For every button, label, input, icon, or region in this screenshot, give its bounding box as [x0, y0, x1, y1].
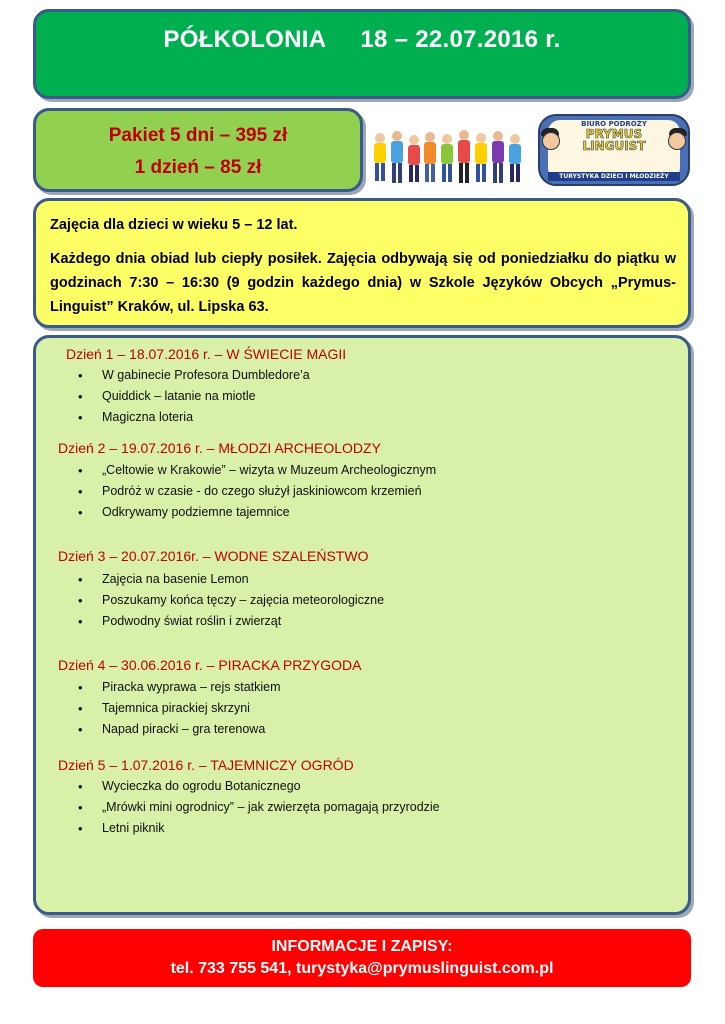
info-box	[33, 198, 691, 328]
list-item: • Wycieczka do ogrodu Botanicznego	[66, 776, 440, 797]
list-item: • „Celtowie w Krakowie” – wizyta w Muzeum Archeologicznym	[66, 460, 436, 481]
day-3-list	[66, 569, 384, 632]
logo-brand-name: PRYMUS LINGUIST	[582, 127, 646, 153]
contact-heading: INFORMACJE I ZAPISY:	[271, 938, 453, 955]
day-2-list	[66, 460, 436, 523]
price-box	[33, 108, 363, 192]
price-package: Pakiet 5 dni – 395 zł	[108, 125, 288, 146]
day-1-title: Dzień 1 – 18.07.2016 r. – W ŚWIECIE MAGII	[66, 346, 347, 362]
list-item: • Zajęcia na basenie Lemon	[66, 569, 384, 590]
day-5-title: Dzień 5 – 1.07.2016 r. – TAJEMNICZY OGRÓD	[58, 757, 354, 773]
list-item: • Tajemnica pirackiej skrzyni	[66, 698, 281, 719]
list-item: • Poszukamy końca tęczy – zajęcia meteorologiczne	[66, 590, 384, 611]
list-item: • Podwodny świat roślin i zwierząt	[66, 611, 384, 632]
day-2-title: Dzień 2 – 19.07.2016 r. – MŁODZI ARCHEOLODZY	[58, 440, 381, 456]
contact-footer	[33, 929, 691, 987]
prymus-linguist-logo	[538, 114, 690, 186]
list-item: • „Mrówki mini ogrodnicy” – jak zwierzęta pomagają przyrodzie	[66, 797, 440, 818]
list-item: • Magiczna loteria	[66, 407, 310, 428]
list-item: • Piracka wyprawa – rejs statkiem	[66, 677, 281, 698]
logo-agency-label: BIURO PODRÓŻY	[581, 120, 647, 128]
day-4-title: Dzień 4 – 30.06.2016 r. – PIRACKA PRZYGODA	[58, 657, 362, 673]
list-item: • Napad piracki – gra terenowa	[66, 719, 281, 740]
logo-tagline: TURYSTYKA DZIECI I MŁODZIEŻY	[548, 172, 680, 181]
price-single-day: 1 dzień – 85 zł	[134, 157, 262, 178]
list-item: • Letni piknik	[66, 818, 440, 839]
age-info: Zajęcia dla dzieci w wieku 5 – 12 lat.	[50, 217, 298, 233]
list-item: • Podróż w czasie - do czego służył jaskiniowcom krzemień	[66, 481, 436, 502]
children-photo	[370, 128, 530, 186]
page-title: PÓŁKOLONIA 18 – 22.07.2016 r.	[163, 26, 561, 53]
header-banner	[33, 9, 691, 99]
day-3-title: Dzień 3 – 20.07.2016r. – WODNE SZALEŃSTWO	[58, 548, 369, 564]
day-1-list	[66, 365, 310, 428]
day-4-list	[66, 677, 281, 740]
list-item: • W gabinecie Profesora Dumbledore’a	[66, 365, 310, 386]
schedule-info: Każdego dnia obiad lub ciepły posiłek. Zajęcia odbywają się od poniedziałku do piątku w godzinach 7:30 – 16:30 (9 godzin każdego dnia) w Szkole Języków Obcych „Prymus-Linguist” Kraków, ul. Lipska 63.	[50, 251, 676, 315]
contact-details: tel. 733 755 541, turystyka@prymuslinguist.com.pl	[170, 960, 554, 977]
day-5-list	[66, 776, 440, 839]
list-item: • Odkrywamy podziemne tajemnice	[66, 502, 436, 523]
list-item: • Quiddick – latanie na miotle	[66, 386, 310, 407]
